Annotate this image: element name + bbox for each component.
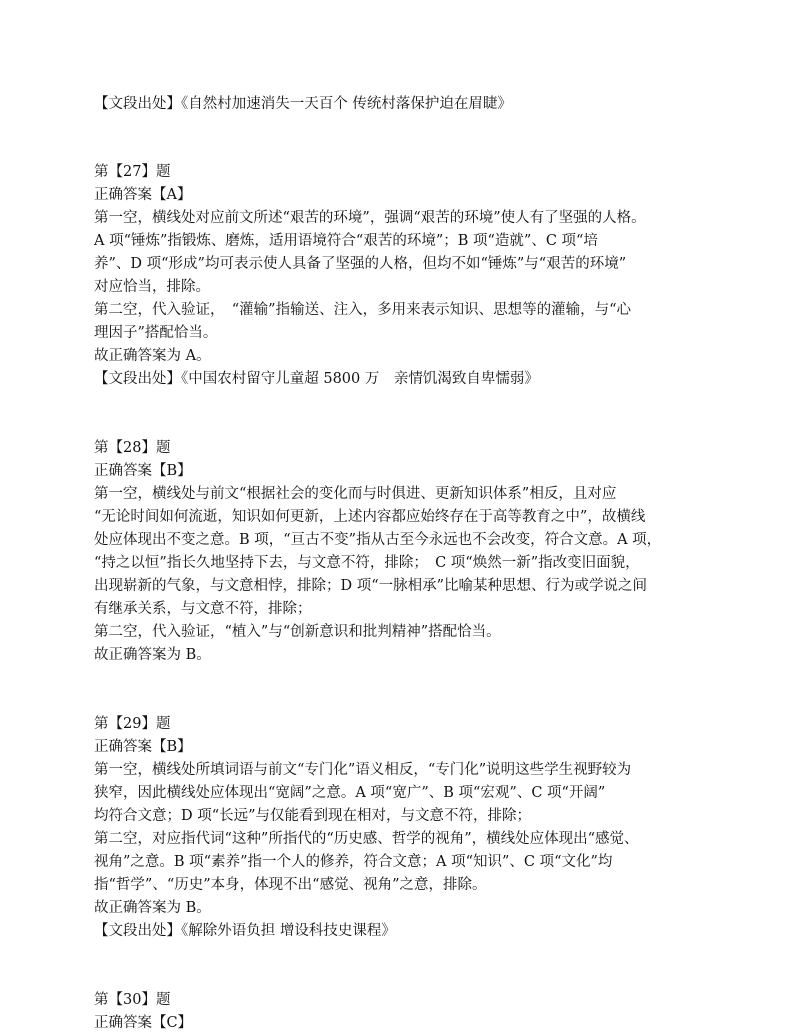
question-title: 第【27】题 (94, 164, 171, 180)
explanation-line: 第二空，代入验证， “灌输”指输送、注入，多用来表示知识、思想等的灌输，与“心 (94, 302, 631, 318)
answer-label: 正确答案【B】 (94, 739, 192, 755)
explanation-line: 出现崭新的气象，与文意相悖，排除；D 项“一脉相承”比喻某种思想、行为或学说之间 (94, 578, 648, 594)
source-citation: 【文段出处】《解除外语负担 增设科技史课程》 (94, 923, 396, 939)
source-citation: 【文段出处】《中国农村留守儿童超 5800 万 亲情饥渴致自卑懦弱》 (94, 371, 539, 387)
explanation-line: 第二空，代入验证，“植入”与“创新意识和批判精神”搭配恰当。 (94, 624, 501, 640)
question-29 (94, 713, 734, 943)
explanation-line: 养”、D 项“形成”均可表示使人具备了坚强的人格，但均不如“锤炼”与“艰苦的环境” (94, 256, 627, 272)
source-citation: 【文段出处】《自然村加速消失一天百个 传统村落保护迫在眉睫》 (94, 96, 512, 112)
answer-label: 正确答案【B】 (94, 463, 192, 479)
question-27 (94, 161, 734, 391)
section-gap (94, 667, 734, 713)
explanation-line: 第二空，对应指代词“这种”所指代的“历史感、哲学的视角”，横线处应体现出“感觉、 (94, 831, 639, 847)
question-28 (94, 437, 734, 667)
conclusion-line: 故正确答案为 B。 (94, 900, 211, 916)
explanation-line: A 项“锤炼”指锻炼、磨炼，适用语境符合“艰苦的环境”；B 项“造就”、C 项“培 (94, 233, 598, 249)
question-title: 第【29】题 (94, 716, 171, 732)
explanation-line: 指“哲学”、“历史”本身，体现不出“感觉、视角”之意，排除。 (94, 877, 487, 893)
question-30 (94, 989, 734, 1035)
section-gap (94, 391, 734, 437)
explanation-line: 第一空，横线处对应前文所述“艰苦的环境”，强调“艰苦的环境”使人有了坚强的人格。 (94, 210, 646, 226)
section-gap (94, 943, 734, 989)
explanation-line: 有继承关系，与文意不符，排除； (94, 601, 312, 617)
explanation-line: 第一空，横线处与前文“根据社会的变化而与时俱进、更新知识体系”相反，且对应 (94, 486, 617, 502)
explanation-line: 处应体现出不变之意。B 项，“亘古不变”指从古至今永远也不会改变，符合文意。A 项， (94, 532, 662, 548)
conclusion-line: 故正确答案为 B。 (94, 647, 211, 663)
explanation-line: 均符合文意；D 项“长远”与仅能看到现在相对，与文意不符，排除； (94, 808, 532, 824)
explanation-line: 狭窄，因此横线处应体现出“宽阔”之意。A 项“宽广”、B 项“宏观”、C 项“开阔” (94, 785, 606, 801)
answer-label: 正确答案【C】 (94, 1015, 193, 1031)
explanation-line: 视角”之意。B 项“素养”指一个人的修养，符合文意；A 项“知识”、C 项“文化”均 (94, 854, 613, 870)
section-gap (94, 116, 734, 161)
answer-label: 正确答案【A】 (94, 187, 192, 203)
explanation-line: 对应恰当，排除。 (94, 279, 210, 295)
explanation-line: 第一空，横线处所填词语与前文“专门化”语义相反，“专门化”说明这些学生视野较为 (94, 762, 632, 778)
question-title: 第【28】题 (94, 440, 171, 456)
explanation-line: 理因子”搭配恰当。 (94, 325, 218, 341)
conclusion-line: 故正确答案为 A。 (94, 348, 211, 364)
document-page (94, 93, 734, 1035)
question-title: 第【30】题 (94, 992, 171, 1008)
explanation-line: “无论时间如何流逝，知识如何更新，上述内容都应始终存在于高等教育之中”，故横线 (94, 509, 646, 525)
explanation-line: “持之以恒”指长久地坚持下去，与文意不符，排除； C 项“焕然一新”指改变旧面貌， (94, 555, 640, 571)
